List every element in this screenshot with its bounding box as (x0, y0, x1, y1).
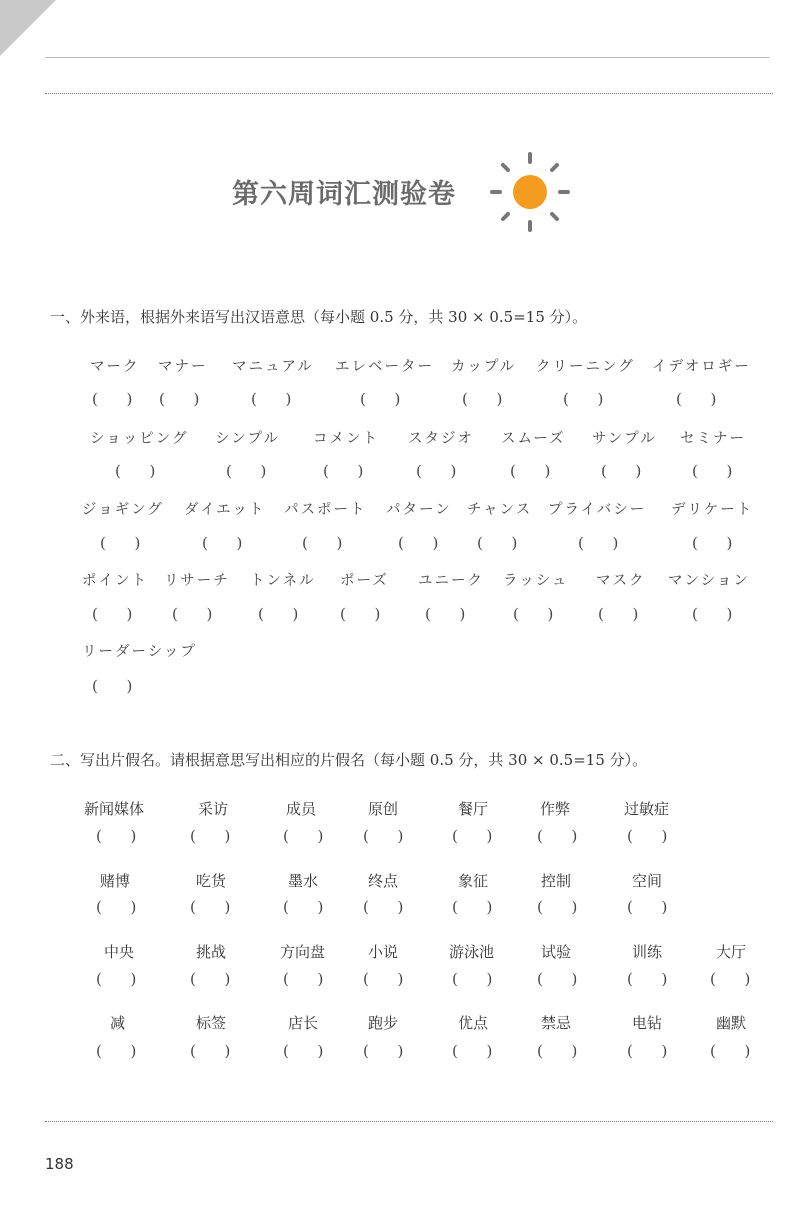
meaning-word: 吃货 (196, 872, 227, 890)
loanword-word: デリケート (671, 502, 754, 518)
meaning-answer-blank[interactable]: ( ) (190, 898, 231, 916)
loanword-answer-blank[interactable]: ( ) (477, 534, 518, 552)
meaning-word: 跑步 (368, 1014, 399, 1032)
meaning-word: 电钻 (632, 1014, 663, 1032)
meaning-answer-blank[interactable]: ( ) (710, 1042, 751, 1060)
meaning-answer-blank[interactable]: ( ) (627, 970, 668, 988)
meaning-word: 新闻媒体 (84, 800, 145, 818)
meaning-answer-blank[interactable]: ( ) (537, 898, 578, 916)
loanword-answer-blank[interactable]: ( ) (323, 462, 364, 480)
section2-heading: 二、写出片假名。请根据意思写出相应的片假名（每小题 0.5 分，共 30 × 0.5=15 分）。 (50, 751, 648, 769)
meaning-word: 店长 (288, 1014, 319, 1032)
meaning-word: 减 (110, 1014, 126, 1032)
loanword-answer-blank[interactable]: ( ) (251, 390, 292, 408)
page-title: 第六周词汇测验卷 (232, 179, 456, 210)
loanword-answer-blank[interactable]: ( ) (598, 605, 639, 623)
loanword-answer-blank[interactable]: ( ) (302, 534, 343, 552)
loanword-word: ジョギング (82, 502, 164, 518)
loanword-word: マンション (668, 573, 750, 589)
meaning-word: 游泳池 (449, 943, 495, 961)
meaning-answer-blank[interactable]: ( ) (283, 827, 324, 845)
loanword-word: セミナー (680, 431, 746, 447)
meaning-answer-blank[interactable]: ( ) (96, 898, 137, 916)
meaning-word: 小说 (368, 943, 399, 961)
loanword-word: イデオロギー (652, 359, 751, 375)
loanword-word: シンプル (215, 431, 281, 447)
section1-heading: 一、外来语，根据外来语写出汉语意思（每小题 0.5 分，共 30 × 0.5=15 分）。 (50, 308, 588, 326)
top-dotted-rule (45, 93, 773, 94)
loanword-word: ショッピング (90, 431, 189, 447)
meaning-answer-blank[interactable]: ( ) (627, 827, 668, 845)
meaning-word: 墨水 (288, 872, 319, 890)
loanword-word: リーダーシップ (82, 644, 197, 660)
loanword-word: ユニーク (418, 573, 484, 589)
meaning-answer-blank[interactable]: ( ) (190, 970, 231, 988)
meaning-answer-blank[interactable]: ( ) (452, 827, 493, 845)
meaning-answer-blank[interactable]: ( ) (96, 827, 137, 845)
meaning-word: 终点 (368, 872, 399, 890)
loanword-word: マニュアル (232, 359, 314, 375)
meaning-word: 优点 (458, 1014, 489, 1032)
loanword-answer-blank[interactable]: ( ) (100, 534, 141, 552)
loanword-word: ラッシュ (503, 573, 569, 589)
loanword-word: ポイント (82, 573, 148, 589)
loanword-answer-blank[interactable]: ( ) (563, 390, 604, 408)
loanword-answer-blank[interactable]: ( ) (202, 534, 243, 552)
loanword-word: サンプル (592, 431, 657, 447)
meaning-word: 方向盘 (280, 943, 326, 961)
loanword-answer-blank[interactable]: ( ) (676, 390, 717, 408)
meaning-answer-blank[interactable]: ( ) (452, 1042, 493, 1060)
title-block (0, 150, 800, 240)
sun-icon (488, 150, 578, 240)
loanword-answer-blank[interactable]: ( ) (692, 605, 733, 623)
loanword-word: スタジオ (408, 431, 474, 447)
loanword-answer-blank[interactable]: ( ) (398, 534, 439, 552)
meaning-word: 象征 (458, 872, 489, 890)
meaning-answer-blank[interactable]: ( ) (363, 1042, 404, 1060)
loanword-word: エレベーター (335, 359, 434, 375)
meaning-answer-blank[interactable]: ( ) (190, 1042, 231, 1060)
loanword-answer-blank[interactable]: ( ) (258, 605, 299, 623)
meaning-answer-blank[interactable]: ( ) (363, 827, 404, 845)
meaning-word: 大厅 (716, 943, 747, 961)
loanword-answer-blank[interactable]: ( ) (92, 390, 133, 408)
meaning-answer-blank[interactable]: ( ) (537, 1042, 578, 1060)
loanword-word: カップル (451, 359, 517, 375)
page-number: 188 (45, 1155, 74, 1173)
loanword-answer-blank[interactable]: ( ) (510, 462, 551, 480)
loanword-word: パスポート (284, 502, 367, 518)
loanword-word: マーク (90, 359, 140, 375)
meaning-answer-blank[interactable]: ( ) (537, 827, 578, 845)
loanword-word: コメント (313, 431, 379, 447)
meaning-answer-blank[interactable]: ( ) (96, 1042, 137, 1060)
loanword-word: ポーズ (340, 573, 389, 589)
loanword-answer-blank[interactable]: ( ) (416, 462, 457, 480)
meaning-word: 成员 (286, 800, 317, 818)
loanword-answer-blank[interactable]: ( ) (159, 390, 200, 408)
loanword-word: リサーチ (164, 573, 230, 589)
loanword-answer-blank[interactable]: ( ) (226, 462, 267, 480)
meaning-answer-blank[interactable]: ( ) (96, 970, 137, 988)
loanword-answer-blank[interactable]: ( ) (513, 605, 554, 623)
loanword-answer-blank[interactable]: ( ) (462, 390, 503, 408)
loanword-answer-blank[interactable]: ( ) (425, 605, 466, 623)
loanword-answer-blank[interactable]: ( ) (601, 462, 642, 480)
loanword-answer-blank[interactable]: ( ) (115, 462, 156, 480)
loanword-answer-blank[interactable]: ( ) (692, 462, 733, 480)
meaning-word: 试验 (541, 943, 572, 961)
loanword-answer-blank[interactable]: ( ) (92, 605, 133, 623)
loanword-word: マスク (596, 573, 646, 589)
meaning-word: 过敏症 (624, 800, 670, 818)
loanword-word: マナー (158, 359, 208, 375)
meaning-answer-blank[interactable]: ( ) (283, 970, 324, 988)
meaning-word: 空间 (632, 872, 663, 890)
meaning-answer-blank[interactable]: ( ) (452, 898, 493, 916)
meaning-word: 挑战 (196, 943, 227, 961)
top-rule (45, 57, 770, 58)
loanword-answer-blank[interactable]: ( ) (360, 390, 401, 408)
meaning-answer-blank[interactable]: ( ) (627, 1042, 668, 1060)
meaning-word: 原创 (368, 800, 399, 818)
meaning-answer-blank[interactable]: ( ) (363, 970, 404, 988)
meaning-answer-blank[interactable]: ( ) (190, 827, 231, 845)
bottom-dotted-rule (45, 1121, 773, 1122)
meaning-word: 训练 (632, 943, 663, 961)
page-corner-fold (0, 0, 56, 56)
meaning-word: 幽默 (716, 1014, 747, 1032)
loanword-word: クリーニング (536, 359, 635, 375)
meaning-word: 标签 (196, 1014, 227, 1032)
meaning-word: 作弊 (540, 800, 571, 818)
meaning-answer-blank[interactable]: ( ) (710, 970, 751, 988)
loanword-word: トンネル (250, 573, 316, 589)
loanword-word: ダイエット (184, 502, 266, 518)
loanword-word: スムーズ (501, 431, 566, 447)
meaning-word: 赌博 (100, 872, 131, 890)
meaning-answer-blank[interactable]: ( ) (452, 970, 493, 988)
meaning-answer-blank[interactable]: ( ) (363, 898, 404, 916)
loanword-answer-blank[interactable]: ( ) (692, 534, 733, 552)
meaning-word: 禁忌 (541, 1014, 572, 1032)
meaning-word: 采访 (198, 800, 229, 818)
meaning-answer-blank[interactable]: ( ) (627, 898, 668, 916)
loanword-word: プライバシー (548, 502, 647, 518)
loanword-answer-blank[interactable]: ( ) (578, 534, 619, 552)
meaning-answer-blank[interactable]: ( ) (537, 970, 578, 988)
meaning-word: 餐厅 (458, 800, 489, 818)
loanword-word: パターン (386, 502, 452, 518)
loanword-answer-blank[interactable]: ( ) (172, 605, 213, 623)
meaning-word: 控制 (541, 872, 572, 890)
meaning-answer-blank[interactable]: ( ) (283, 898, 324, 916)
loanword-word: チャンス (467, 502, 533, 518)
meaning-answer-blank[interactable]: ( ) (283, 1042, 324, 1060)
meaning-word: 中央 (104, 943, 135, 961)
loanword-answer-blank[interactable]: ( ) (340, 605, 381, 623)
loanword-answer-blank[interactable]: ( ) (92, 677, 133, 695)
